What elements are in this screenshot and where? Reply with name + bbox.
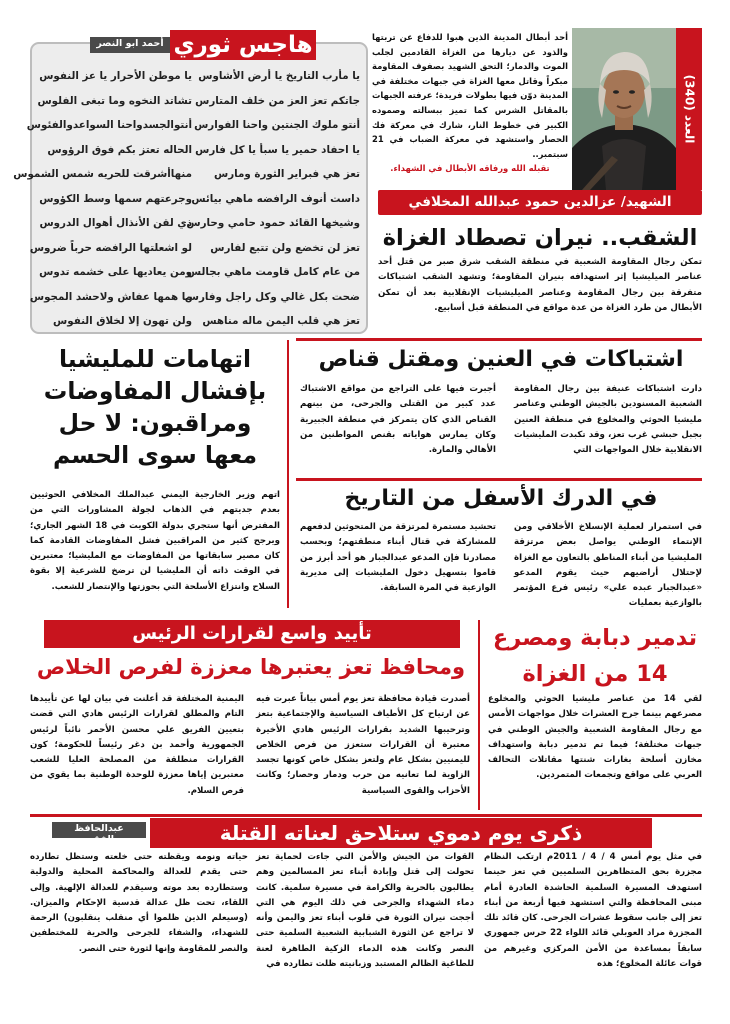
accusations-headline-text: اتهامات للمليشيا بإفشال المفاوضات ومراقبون: لا حل معها سوى الحسم xyxy=(43,345,267,469)
verse: ضحت بكل غالي وكل راجل وفارس xyxy=(184,290,360,303)
martyr-bio-text: أحد أبطال المدينة الذين هبوا للدفاع عن تربتها والذود عن ديارها من الغزاة القادمين لجلب الموت والدمار؛ التحق الشهيد بصفوف المقاومة مبكراً وقاتل معها الغزاة في جبهات مختلفة في المدينة دوّن فيها بطولات فريدة؛ عرفته الجبهات بالمقاتل الشرس كما تميز ببسالته وصموده الكبير في خطوط النار، شارك في معركة فك الحصار واستشهد في معركة الضباب في 21 سبتمبر.. xyxy=(372,32,568,159)
poem-author: أحمد ابو النصر xyxy=(90,37,170,53)
support-headline: ومحافظ تعز يعتبرها معززة لفرص الخلاص xyxy=(36,655,466,679)
separator-line xyxy=(296,338,702,341)
abyss-col-left: تحشيد مستمرة لمرتزقة من المتحوثين لدفعهم للمشاركة في قتال أبناء منطقتهم؛ وبحسب مصادرنا فإن المدعو عبدالجبار هو أحد أبرز من قاموا بتسهيل دخول المليشيات إلى مديرية الوازعية في المرة السابقة. xyxy=(300,522,496,594)
verse: ذي لقن الأنذال أهوال الدروس xyxy=(39,217,192,229)
support-bar: تأييد واسع لقرارات الرئيس xyxy=(44,620,460,648)
verse: لو اشعلتها الرافضه حرباً ضروس xyxy=(29,241,192,254)
clashes-headline: اشتباكات في العنين ومقتل قناص xyxy=(318,347,684,372)
poem-title: هاجس ثوري xyxy=(170,30,316,60)
poem-left-column xyxy=(13,64,192,334)
verse: يا احفاد حمير يا سبأ يا كل فارس xyxy=(195,143,360,156)
verse: داست أنوف الرافضه ماهي بيائس xyxy=(191,192,360,205)
verse: أنتوالجسدواحنا السواعدوالفئوس xyxy=(26,119,192,131)
verse: أنتو ملوك الجنتين واحنا الفوارس xyxy=(194,119,360,131)
anniversary-col-2: القوات من الجيش والأمن التي جاءت لحماية تعز تحولت إلى قتل وإبادة أبناء تعز المسالمين وهم يطالبون بالحرية والكرامة في مسيرة سلمية. كانت دماء الشهداء والجرحى في ذلك اليوم هي التي أججت نيران الثورة في قلوب أبناء تعز واليمن وأنه لا تراجع عن الثورة الشبابية الشعبية السلمية حتى النصر وكانت هذه الدماء الزكية الطاهرة لعنة للطاغية الظالم المستبد وزبانيته ظلت تطارده في xyxy=(256,852,474,970)
verse: وجرعتهم سمها وسط الكؤوس xyxy=(39,192,192,205)
anniversary-col-1: في مثل يوم أمس 4 / 4 / 2011م ارتكب النظام مجزرة بحق المتظاهرين السلميين في تعز حينما استهدف المسيرة السلمية الحاشدة العادرة أمام مبنى المحافظة والتي استشهد فيها أربعة من أبناء تعز إلى جانب سقوط عشرات الجرحى. كان قائد تلك المجزرة مراد العوبلي قائد اللواء 22 حرس جمهوري سابقاً بمساعدة من الأمن المركزي وغيرهم من قوات عائلة المخلوع؛ هذه xyxy=(484,852,703,970)
verse: تعز لن تخضع ولن تتبع لفارس xyxy=(210,241,360,254)
support-col-right: أصدرت قيادة محافظة تعز يوم أمس بياناً عبرت فيه عن ارتياح كل الأطياف السياسية والإجتماعية بتعز وترحيبها الشديد بقرارات الرئيس هادي الأخيرة معتبرة أن القرارات ستعزز من فرص الخلاص لليمنيين بشكل عام ولتعز بشكل خاص كونها تجسد الزاوية لما تعانيه من حرب ودمار وحصار؛ وكانت الأحزاب والقوى السياسية xyxy=(256,694,470,796)
accusations-headline xyxy=(30,343,280,471)
support-col-left: اليمنية المختلفة قد أعلنت في بيان لها عن تأييدها التام والمطلق لقرارات الرئيس هادي التي قضت بتعيين الفريق علي محسن الأحمر نائباً لرئيس الجمهورية وأحمد بن دغر رئيساً للحكومة؛ كون القرارات منطلقة من المصلحة العليا للشعب معتبرين إياها معززة للوحدة الوطنية بما يقوي من فرص السلام. xyxy=(30,694,244,796)
verse: ولن تهون إلا لخلاق النفوس xyxy=(53,315,192,327)
portrait-image xyxy=(572,28,676,190)
clashes-col-left: أجبرت فيها على التراجع من مواقع الاشتباك عدد كبير من القتلى والجرحى، من بينهم القناص الذي كان يتمركز في منطقة الجبيرية وكان يمارس هواياته بقنص المواطنين من الأهالي والمارة. xyxy=(300,384,496,456)
verse: تشاتد النخوه وما تبغى الفلوس xyxy=(37,94,192,107)
column-divider xyxy=(287,340,289,608)
abyss-col-right: في استمرار لعملية الإنسلاخ الأخلاقي ومن الإنتماء الوطني يواصل بعض مرتزقة المليشيا من أبناء المناطق بالتعاون مع الغزاة لإحتلال أراضيهم حيث يقوم المدعو «عبدالجبار عبده علي» رئيس فرع المؤتمر بالوازعية بعمليات xyxy=(514,522,702,609)
verse: يا موطن الأحرار يا عز النفوس xyxy=(39,70,192,82)
verse: تعز هي قلب اليمن ماله مناهس xyxy=(202,315,360,327)
issue-label: العدد (340) xyxy=(681,74,696,144)
verse: يا مأرب التاريخ يا أرض الأشاوس xyxy=(198,70,360,82)
anniversary-author: عبدالحافظ الفقيه xyxy=(52,822,146,838)
martyr-caption: الشهيد/ عزالدين حمود عبدالله المخلافي xyxy=(378,190,702,215)
martyr-bio xyxy=(372,30,568,186)
anniversary-col-3: حياته ونومه ويقظته حتى خلعته وستظل تطارده حتى يقدم للعدالة والمحاكمة المحلية والدولية وستطارده بعد موته وسيقدم للعدالة الإلهية. وإلى اللقاء، تحت ظل عدالة قدسية الإحكام والميزان. (وسيعلم الذين ظلموا أي منقلب ينقلبون) الرحمة للشهداء، والشفاء للجرحى والحرية للمختطفين والنصر للمقاومة وإنها لثورة حتى النصر. xyxy=(30,852,248,954)
separator-line xyxy=(30,814,702,817)
verse: ما همها عفاش ولاحشد المجوس xyxy=(29,290,192,303)
issue-strip xyxy=(676,28,702,190)
tank-headline: تدمير دبابة ومصرع 14 من الغزاة xyxy=(492,625,698,687)
verse: ومن يعاديها على خشمه تدوس xyxy=(39,266,192,278)
separator-line xyxy=(296,478,702,481)
verse: وشيخها القائد حمود حامي وحارس xyxy=(186,217,360,229)
accusations-body: اتهم وزير الخارجية اليمني عبدالملك المخلافي الحوثيين بعدم جديتهم في الذهاب لجولة المشاورات التي من المفترض أنها ستجري بدولة الكويت في 18 الشهر الجاري؛ ويرجح كثير من المراقبين فشل المفاوضات القادمة كما كان مصير سابقاتها من المفاوضات مع المليشيا؛ معتبرين في الوقت ذاته أن المليشيا لن ترضخ للشرعية إلا بقوة السلاح وانتزاع الأسلحة التي بحوزتها والإنتصار للشعب. xyxy=(30,490,280,592)
martyr-photo xyxy=(572,28,676,190)
martyr-bio-closing: تقبله الله ورفاقه الأبطال في الشهداء. xyxy=(390,163,550,174)
tank-body: لقي 14 من عناصر مليشيا الحوثي والمخلوع مصرعهم بينما جرح العشرات خلال مواجهات الأمس مع رجال المقاومة الشعبية والجيش الوطني في جبهات مختلفة؛ فيما تم تدمير دبابة واستهداف مخازن أسلحة بغارات شنتها مقاتلات التحالف العربي على مواقع وتجمعات المتمردين. xyxy=(488,694,702,781)
clashes-col-right: دارت اشتباكات عنيفة بين رجال المقاومة الشعبية المسنودين بالجيش الوطني وعناصر مليشيا الحوثي والمخلوع في منطقة العنين بجبل حبشي غرب تعز، وقد تكبدت المليشيات الانقلابية خلال المواجهات التي xyxy=(514,384,702,456)
abyss-headline: في الدرك الأسفل من التاريخ xyxy=(344,486,658,511)
verse: جاتكم تعز العز من خلف المتارس xyxy=(195,94,360,107)
column-divider xyxy=(478,620,480,810)
verse: من عام كامل قاومت ماهي بجالس xyxy=(186,266,360,278)
verse: تعز هي فبراير الثورة ومارس xyxy=(214,168,360,180)
poem-right-column xyxy=(184,64,360,334)
anniversary-headline: ذكرى يوم دموي ستلاحق لعناته القتلة xyxy=(150,818,652,848)
verse: الحاله تعتز بكم فوق الرؤوس xyxy=(47,143,192,156)
shaab-body: تمكن رجال المقاومة الشعبية في منطقة الشقب شرق صبر من قتل أحد عناصر الميليشيا إثر استهدافه بنيران المقاومة؛ وتشهد الشقب اشتباكات متفرقة بين رجال المقاومة وعناصر الميليشيات الإنقلابية بعد أن تمكن الأبطال من طرد الغزاة من عدة مواقع في المنطقة قبل أسابيع. xyxy=(378,257,702,313)
shaab-headline: الشقب.. نيران تصطاد الغزاة xyxy=(382,225,698,251)
verse: منهاأشرقت للحريه شمس الشموس xyxy=(13,168,192,180)
